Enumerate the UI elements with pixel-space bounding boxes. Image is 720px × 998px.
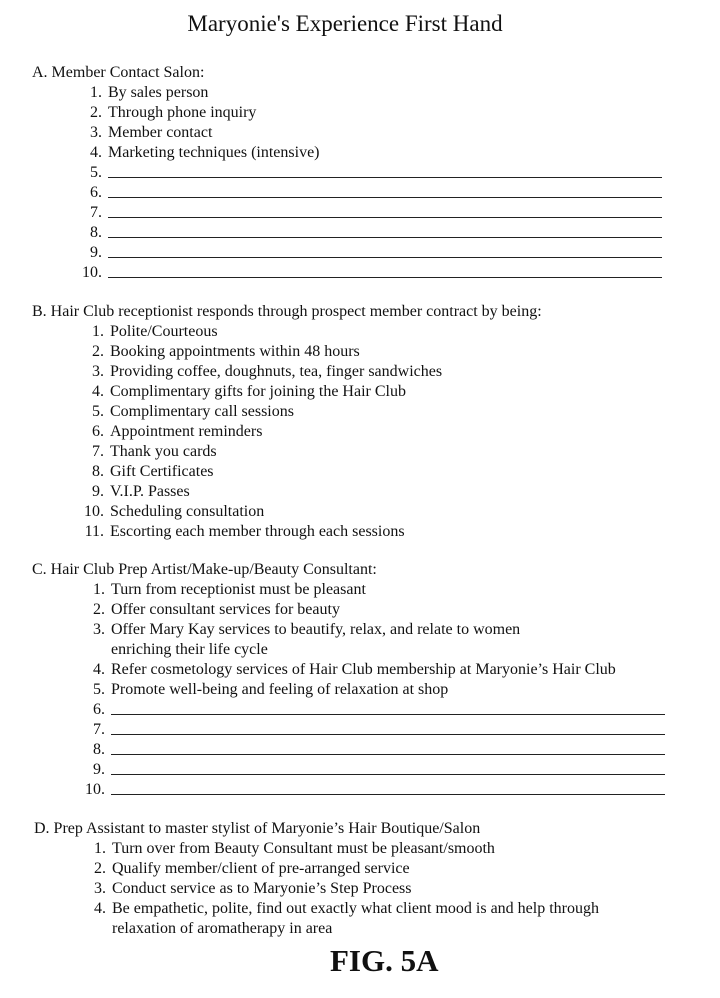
item-number: 5.	[93, 681, 105, 698]
item-number: 1.	[90, 84, 102, 101]
item-text: Qualify member/client of pre-arranged service	[112, 860, 410, 877]
blank-line	[108, 197, 662, 198]
item-text: Be empathetic, polite, find out exactly what client mood is and help through	[112, 900, 599, 917]
page-title: Maryonie's Experience First Hand	[187, 11, 503, 36]
item-number: 6.	[90, 184, 102, 201]
item-number: 10.	[85, 781, 105, 798]
blank-line	[108, 257, 662, 258]
item-text: Gift Certificates	[110, 463, 214, 480]
item-number: 3.	[94, 880, 106, 897]
item-number: 8.	[93, 741, 105, 758]
item-number: 4.	[90, 144, 102, 161]
item-text: Promote well-being and feeling of relaxation at shop	[111, 681, 449, 698]
item-number: 1.	[94, 840, 106, 857]
item-number: 3.	[90, 124, 102, 141]
item-number: 9.	[92, 483, 104, 500]
item-number: 4.	[94, 900, 106, 917]
item-text: By sales person	[108, 84, 209, 101]
item-text: Offer consultant services for beauty	[111, 601, 340, 618]
item-number: 10.	[84, 503, 104, 520]
item-number: 11.	[84, 523, 104, 540]
blank-line	[108, 217, 662, 218]
item-text: Refer cosmetology services of Hair Club membership at Maryonie’s Hair Club	[111, 661, 616, 678]
item-number: 1.	[92, 323, 104, 340]
item-number: 3.	[92, 363, 104, 380]
item-text: Thank you cards	[110, 443, 217, 460]
item-number: 5.	[90, 164, 102, 181]
section-d-heading: D. Prep Assistant to master stylist of Maryonie’s Hair Boutique/Salon	[34, 820, 481, 837]
section-b-heading: B. Hair Club receptionist responds through prospect member contract by being:	[32, 303, 542, 320]
blank-line	[108, 277, 662, 278]
item-number: 2.	[94, 860, 106, 877]
item-number: 5.	[92, 403, 104, 420]
item-text: Offer Mary Kay services to beautify, relax, and relate to women	[111, 621, 521, 638]
blank-line	[108, 237, 662, 238]
item-number: 6.	[92, 423, 104, 440]
item-number: 2.	[90, 104, 102, 121]
section-a-heading: A. Member Contact Salon:	[32, 64, 205, 81]
item-number: 4.	[93, 661, 105, 678]
blank-line	[111, 714, 665, 715]
item-text: Booking appointments within 48 hours	[110, 343, 360, 360]
item-number: 8.	[90, 224, 102, 241]
item-text: Providing coffee, doughnuts, tea, finger sandwiches	[110, 363, 443, 380]
item-number: 3.	[93, 621, 105, 638]
blank-line	[111, 794, 665, 795]
item-text: Scheduling consultation	[110, 503, 265, 520]
blank-line	[111, 754, 665, 755]
item-text-continuation: enriching their life cycle	[111, 641, 268, 658]
item-number: 2.	[93, 601, 105, 618]
item-text: Polite/Courteous	[110, 323, 218, 340]
item-text: Turn over from Beauty Consultant must be pleasant/smooth	[112, 840, 495, 857]
blank-line	[111, 734, 665, 735]
section-c-heading: C. Hair Club Prep Artist/Make-up/Beauty Consultant:	[32, 561, 377, 578]
item-number: 7.	[90, 204, 102, 221]
item-text: Complimentary call sessions	[110, 403, 294, 420]
blank-line	[111, 774, 665, 775]
item-number: 6.	[93, 701, 105, 718]
item-text: Appointment reminders	[110, 423, 263, 440]
item-text: Marketing techniques (intensive)	[108, 144, 320, 161]
item-number: 9.	[93, 761, 105, 778]
figure-label: FIG. 5A	[330, 943, 439, 978]
item-number: 8.	[92, 463, 104, 480]
item-text-continuation: relaxation of aromatherapy in area	[112, 920, 333, 937]
item-text: Member contact	[108, 124, 213, 141]
item-number: 2.	[92, 343, 104, 360]
item-number: 9.	[90, 244, 102, 261]
item-number: 7.	[92, 443, 104, 460]
item-text: Conduct service as to Maryonie’s Step Process	[112, 880, 412, 897]
blank-line	[108, 177, 662, 178]
item-text: V.I.P. Passes	[110, 483, 190, 500]
item-number: 4.	[92, 383, 104, 400]
item-number: 7.	[93, 721, 105, 738]
item-text: Through phone inquiry	[108, 104, 257, 121]
item-text: Escorting each member through each sessions	[110, 523, 405, 540]
item-number: 10.	[82, 264, 102, 281]
item-text: Complimentary gifts for joining the Hair Club	[110, 383, 406, 400]
item-number: 1.	[93, 581, 105, 598]
item-text: Turn from receptionist must be pleasant	[111, 581, 366, 598]
